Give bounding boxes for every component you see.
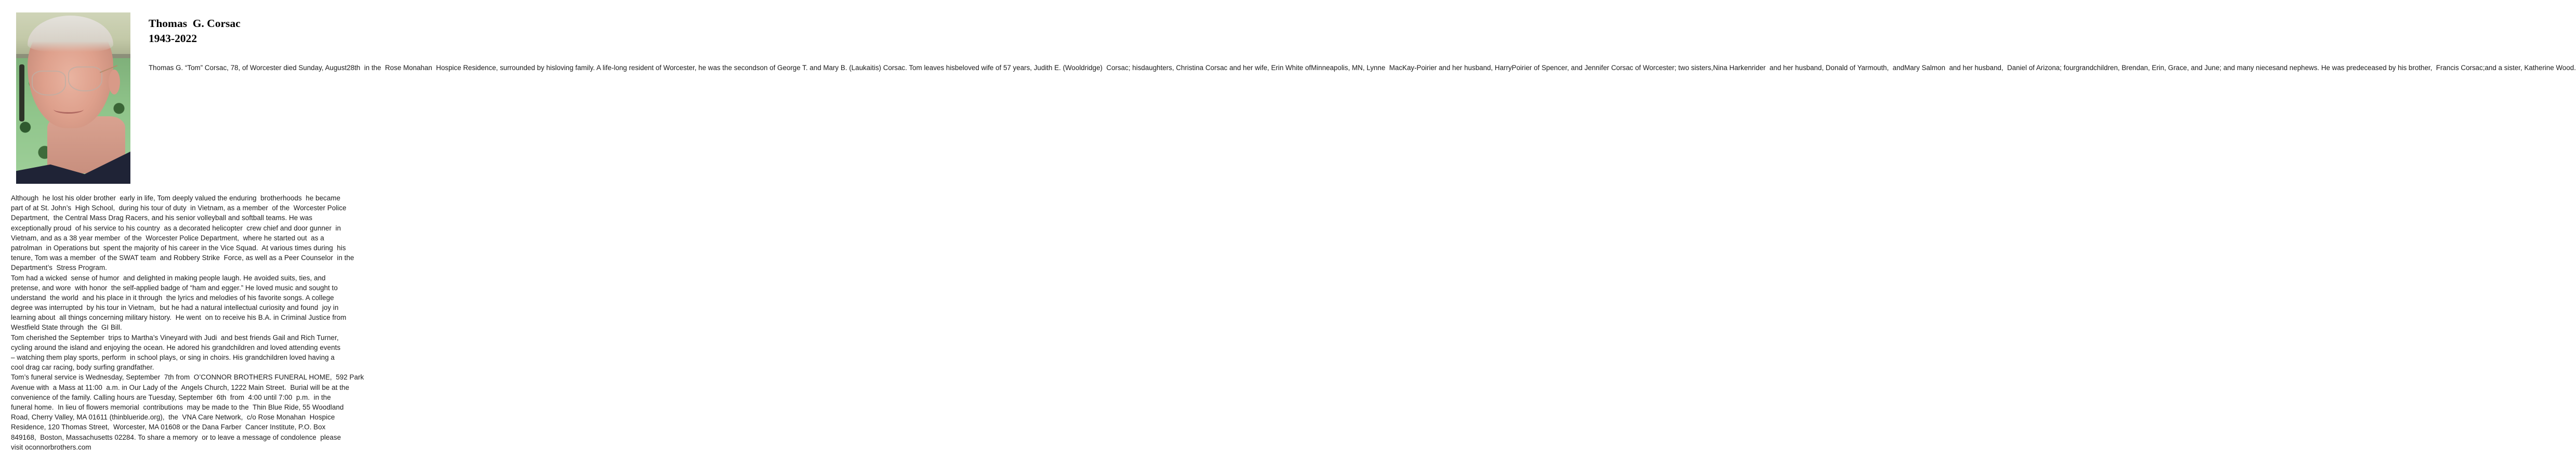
photo-background-post xyxy=(19,64,24,121)
body-line: convenience of the family. Calling hours are Tuesday, September 6th from 4:00 until 7:00 p.m. in the xyxy=(11,393,331,401)
intro-line: Thomas G. “Tom” Corsac, 78, of Worcester died Sunday, August xyxy=(149,64,347,72)
intro-line: loving family. A life-long resident of Worcester, he was the second xyxy=(555,64,756,72)
obituary-header xyxy=(149,16,241,46)
body-line: cool drag car racing, body surfing grandfather. xyxy=(11,363,154,372)
body-line: Tom’s funeral service is Wednesday, September 7th from O’CONNOR BROTHERS FUNERAL HOME, 592 Park xyxy=(11,373,364,382)
body-paragraph xyxy=(11,372,364,452)
body-line: Vietnam, and as a 38 year member of the Worcester Police Department, where he started out as a xyxy=(11,234,324,242)
intro-line: 28th in the Rose Monahan Hospice Residence, surrounded by his xyxy=(347,64,555,72)
body-line: Avenue with a Mass at 11:00 a.m. in Our Lady of the Angels Church, 1222 Main Street. Burial will be at the xyxy=(11,383,350,391)
body-line: Road, Cherry Valley, MA 01611 (thinblueride.org), the VNA Care Network, c/o Rose Monahan Hospice xyxy=(11,413,335,422)
photo-ear xyxy=(109,70,120,94)
body-line: Tom had a wicked sense of humor and delighted in making people laugh. He avoided suits, ties, and xyxy=(11,274,326,282)
body-line: cycling around the island and enjoying the ocean. He adored his grandchildren and loved attending events xyxy=(11,343,341,351)
portrait-photo xyxy=(16,12,130,184)
intro-line: and nephews. He was predeceased by his brother, Francis Corsac; xyxy=(2276,64,2485,72)
photo-glasses-right-lens xyxy=(68,66,102,91)
body-line: Department, the Central Mass Drag Racers, and his senior volleyball and softball teams. He was xyxy=(11,214,313,222)
body-paragraph xyxy=(11,333,364,373)
body-line: learning about all things concerning military history. He went on to receive his B.A. in Criminal Justice from xyxy=(11,314,347,322)
body-line: Tom cherished the September trips to Martha’s Vineyard with Judi and best friends Gail and Rich Turner, xyxy=(11,333,339,342)
body-line: pretense, and wore with honor the self-applied badge of “ham and egger.” He loved music and sought to xyxy=(11,283,338,292)
photo-glasses-left-lens xyxy=(32,71,66,96)
body-line: Westfield State through the GI Bill. xyxy=(11,323,122,332)
body-line: visit oconnorbrothers.com xyxy=(11,443,91,451)
body-paragraph xyxy=(11,193,364,273)
body-line: Department’s Stress Program. xyxy=(11,264,108,272)
body-line: Although he lost his older brother early in life, Tom deeply valued the enduring brotherhoods he became xyxy=(11,194,341,202)
intro-line: grandchildren, Brendan, Erin, Grace, and June; and many nieces xyxy=(2075,64,2276,72)
body-line: funeral home. In lieu of flowers memorial contributions may be made to the Thin Blue Ride, 55 Woodland xyxy=(11,403,344,411)
intro-paragraph xyxy=(149,63,2576,73)
obituary-body xyxy=(11,193,364,452)
intro-line: beloved wife of 57 years, Judith E. (Wooldridge) Corsac; his xyxy=(954,64,1141,72)
photo-smile xyxy=(54,105,84,114)
body-line: tenure, Tom was a member of the SWAT team and Robbery Strike Force, as well as a Peer Counselor in the xyxy=(11,254,354,262)
body-line: exceptionally proud of his service to his country as a decorated helicopter crew chief and door gunner in xyxy=(11,224,341,232)
intro-line: Minneapolis, MN, Lynne MacKay-Poirier and her husband, Harry xyxy=(1311,64,1512,72)
body-line: understand the world and his place in it through the lyrics and melodies of his favorite songs. A college xyxy=(11,293,334,302)
body-line: – watching them play sports, perform in school plays, or sing in choirs. His grandchildren loved having a xyxy=(11,354,335,361)
body-line: Residence, 120 Thomas Street, Worcester, MA 01608 or the Dana Farber Cancer Institute, P.O. Box xyxy=(11,423,326,431)
body-line: 849168, Boston, Massachusetts 02284. To share a memory or to leave a message of condolence please xyxy=(11,433,341,441)
intro-line: daughters, Christina Corsac and her wife, Erin White of xyxy=(1141,64,1311,72)
intro-line: Mary Salmon and her husband, Daniel of Arizona; four xyxy=(1904,64,2076,72)
life-years: 1943-2022 xyxy=(149,32,197,45)
deceased-name: Thomas G. Corsac xyxy=(149,17,241,30)
intro-line: and a sister, Katherine Wood. xyxy=(2485,64,2576,72)
body-paragraph xyxy=(11,273,364,333)
intro-line: son of George T. and Mary B. (Laukaitis) Corsac. Tom leaves his xyxy=(756,64,955,72)
body-line: patrolman in Operations but spent the majority of his career in the Vice Squad. At various times during his xyxy=(11,243,346,252)
intro-line: Nina Harkenrider and her husband, Donald of Yarmouth, and xyxy=(1713,64,1905,72)
body-line: degree was interrupted by his tour in Vietnam, but he had a natural intellectual curiosity and found joy in xyxy=(11,304,339,312)
body-line: part of at St. John’s High School, during his tour of duty in Vietnam, as a member of the Worcester Police xyxy=(11,204,347,212)
intro-line: Poirier of Spencer, and Jennifer Corsac of Worcester; two sisters, xyxy=(1511,64,1714,72)
